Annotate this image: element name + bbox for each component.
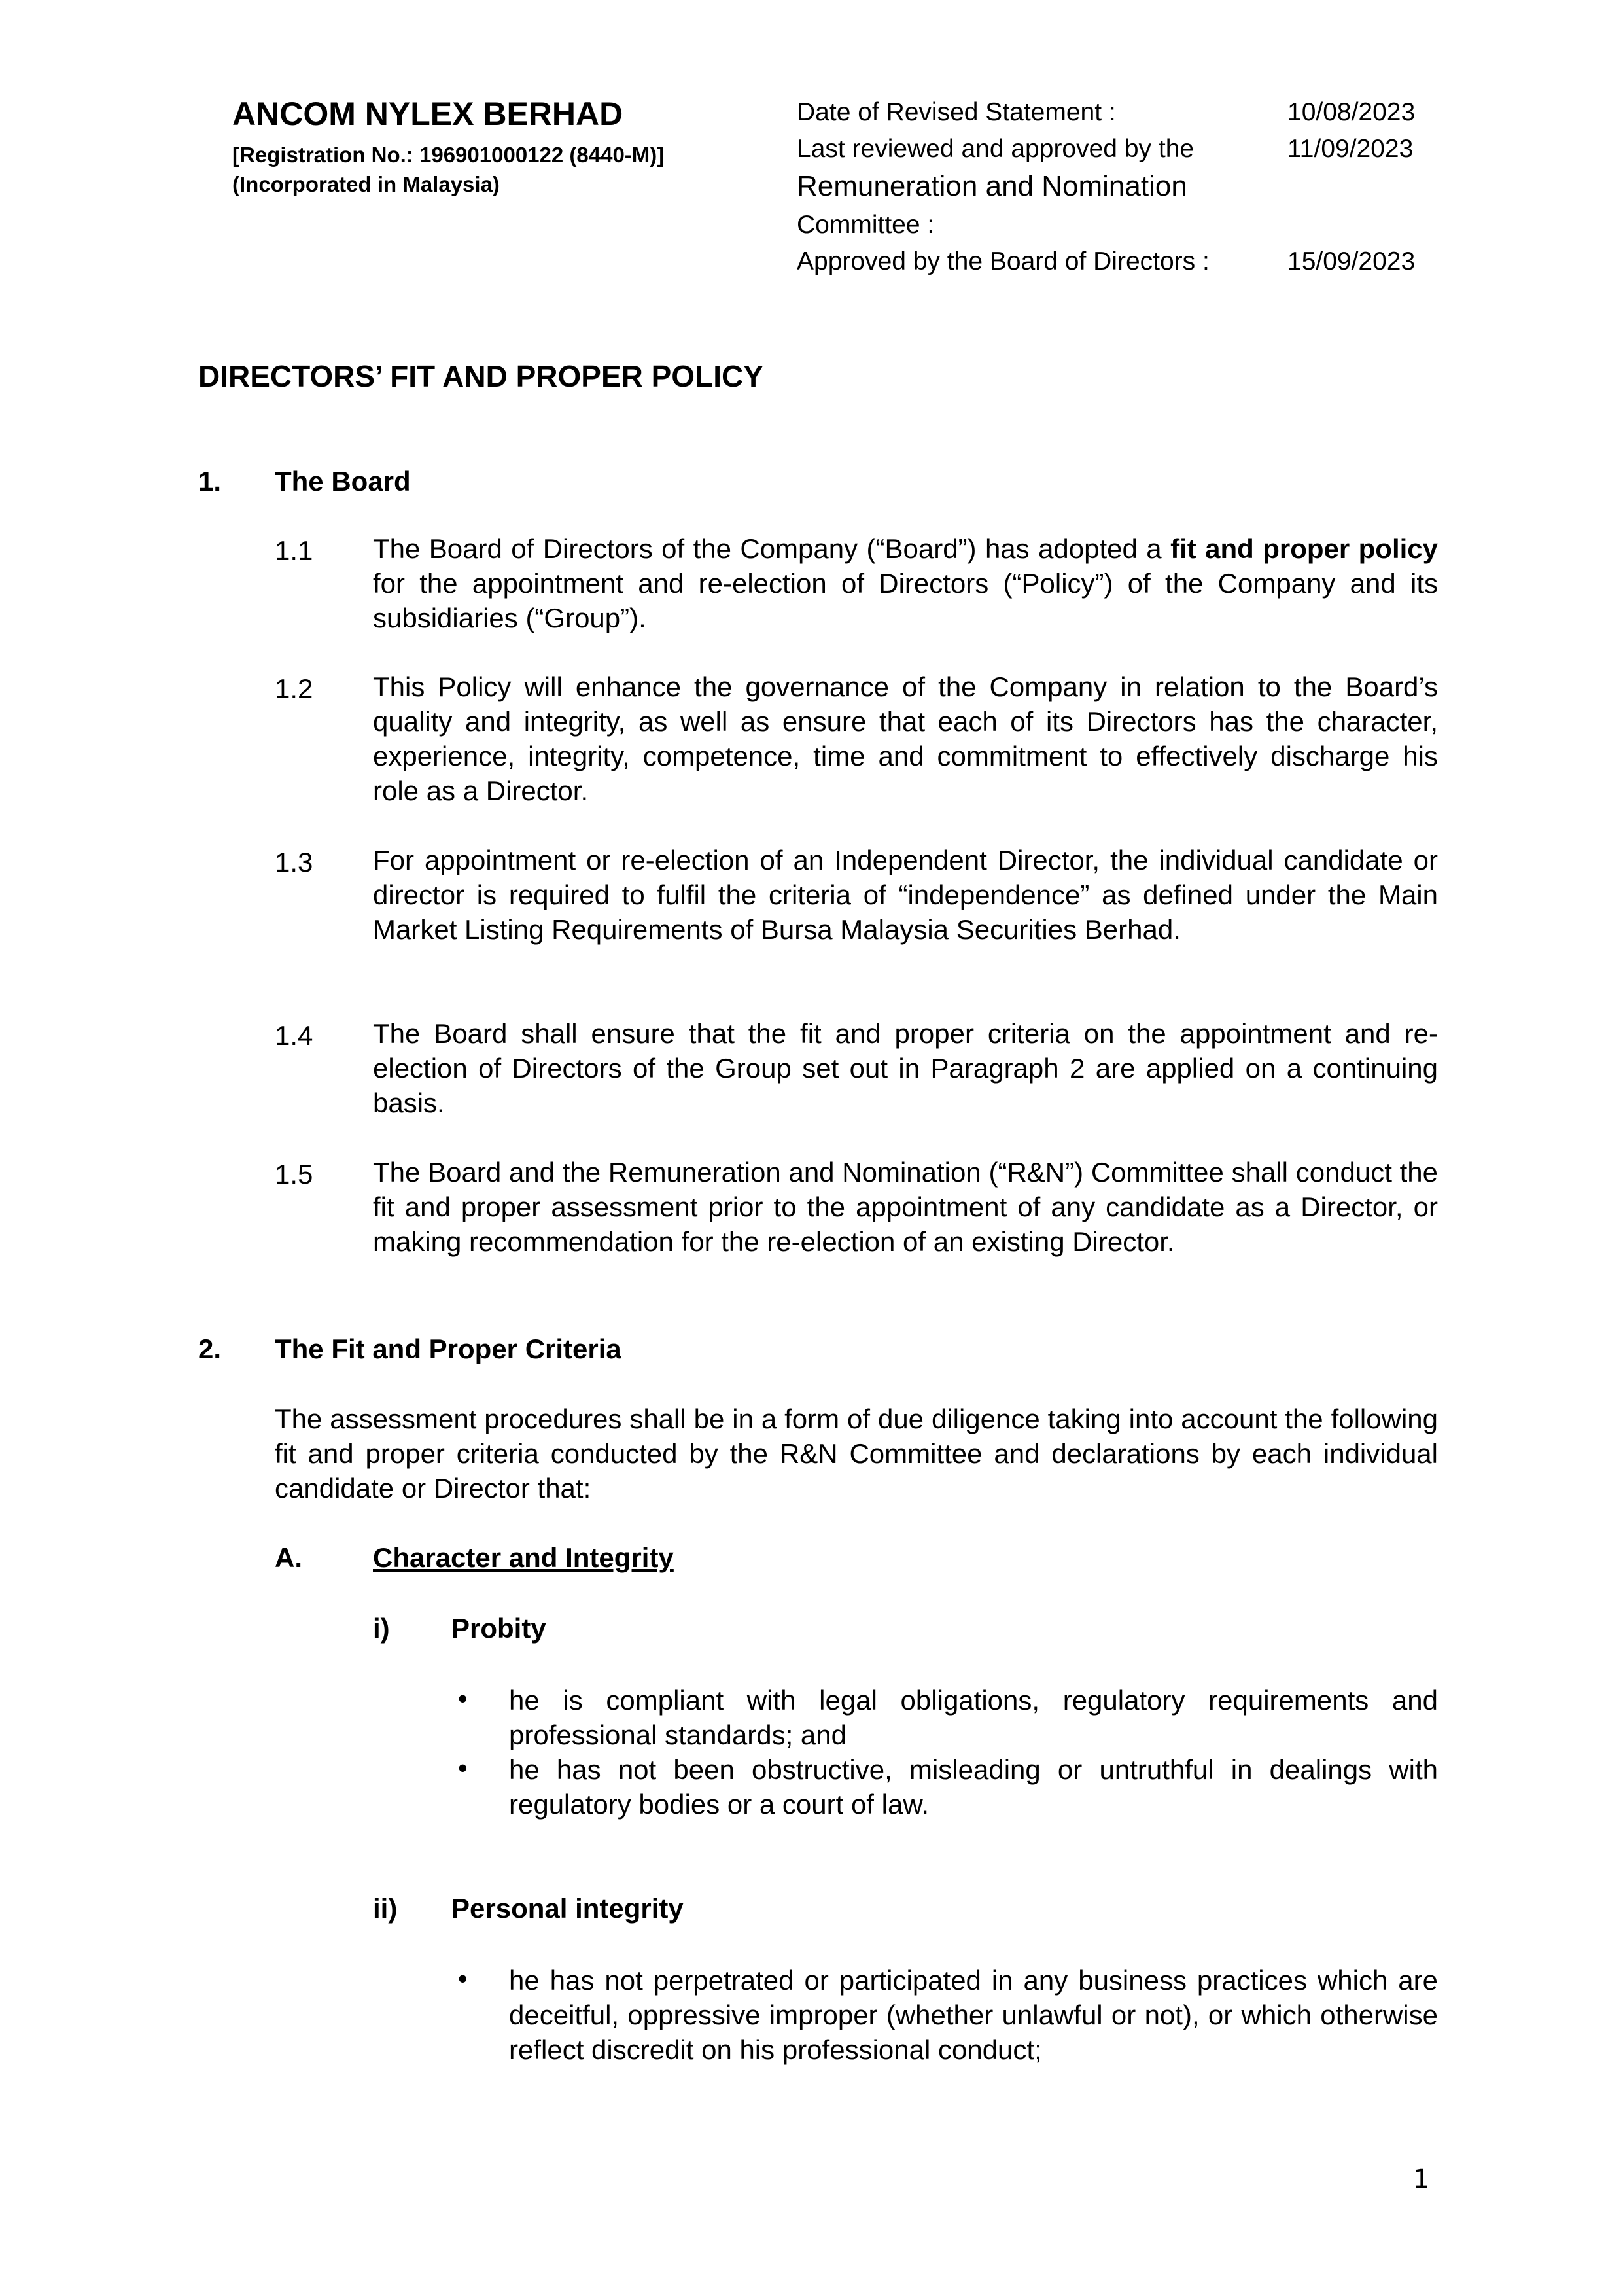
paragraph-1-1-text: The Board of Directors of the Company (“Board”) has adopted a — [373, 533, 1171, 564]
reviewed-label-line1: Last reviewed and approved by the — [797, 135, 1195, 163]
paragraph-1-1-number: 1.1 — [275, 535, 313, 566]
section-1-title: The Board — [275, 466, 411, 497]
item-ii-title: Personal integrity — [451, 1893, 684, 1924]
paragraph-1-1-text-cont: for the appointment and re-election of Directors (“Policy”) of the Company and its subsidiaries (“Group”). — [373, 568, 1438, 633]
board-approved-value: 15/09/2023 — [1287, 247, 1416, 275]
section-1-number: 1. — [198, 466, 222, 497]
paragraph-1-5: The Board and the Remuneration and Nomination (“R&N”) Committee shall conduct the fit and proper assessment prior to the appointment of any candidate as a Director, or making recommendation for the re-election of an existing Director. — [373, 1157, 1438, 1257]
section-2-title: The Fit and Proper Criteria — [275, 1333, 621, 1364]
paragraph-1-2: This Policy will enhance the governance of the Company in relation to the Board’s quality and integrity, as well as ensure that each of its Directors has the character, experience, integrity, competence, time and commitment to effectively discharge his role as a Director. — [373, 671, 1438, 806]
incorporation-note: (Incorporated in Malaysia) — [232, 172, 500, 196]
item-i-title: Probity — [451, 1613, 546, 1644]
reviewed-label-line2: Remuneration and Nomination — [797, 170, 1187, 202]
paragraph-1-2-number: 1.2 — [275, 673, 313, 704]
reviewed-date-value: 11/09/2023 — [1287, 135, 1414, 163]
probity-bullet-1: he is compliant with legal obligations, regulatory requirements and professional standards; and — [509, 1685, 1438, 1750]
probity-bullet-2: he has not been obstructive, misleading or untruthful in dealings with regulatory bodies or a court of law. — [509, 1754, 1438, 1820]
item-ii-numeral: ii) — [373, 1893, 398, 1924]
integrity-bullet-1: he has not perpetrated or participated in any business practices which are deceitful, oppressive improper (whether unlawful or not), or which otherwise reflect discredit on his professional conduct; — [509, 1965, 1438, 2065]
subsection-a-title: Character and Integrity — [373, 1542, 674, 1573]
paragraph-1-3: For appointment or re-election of an Independent Director, the individual candidate or director is required to fulfil the criteria of “independence” as defined under the Main Market Listing Requirements of Bursa Malaysia Securities Berhad. — [373, 845, 1438, 945]
policy-title: DIRECTORS’ FIT AND PROPER POLICY — [198, 359, 763, 393]
registration-number: [Registration No.: 196901000122 (8440-M)] — [232, 143, 665, 167]
page-number: 1 — [1413, 2164, 1430, 2195]
subsection-a-letter: A. — [275, 1542, 302, 1573]
section-2-intro: The assessment procedures shall be in a form of due diligence taking into account the following fit and proper criteria conducted by the R&N Committee and declarations by each individual candidate or Director that: — [275, 1404, 1438, 1504]
item-i-numeral: i) — [373, 1613, 390, 1644]
paragraph-1-4-number: 1.4 — [275, 1020, 313, 1051]
revised-date-label: Date of Revised Statement : — [797, 98, 1116, 126]
bullet-icon: • — [458, 1752, 468, 1783]
paragraph-1-1 — [373, 531, 1438, 635]
paragraph-1-4: The Board shall ensure that the fit and proper criteria on the appointment and re-election of Directors of the Group set out in Paragraph 2 are applied on a continuing basis. — [373, 1018, 1438, 1118]
section-2-number: 2. — [198, 1333, 222, 1364]
board-approved-label: Approved by the Board of Directors : — [797, 247, 1210, 275]
paragraph-1-5-number: 1.5 — [275, 1159, 313, 1190]
company-name: ANCOM NYLEX BERHAD — [232, 96, 623, 132]
revised-date-value: 10/08/2023 — [1287, 98, 1416, 126]
bullet-icon: • — [458, 1963, 468, 1994]
paragraph-1-3-number: 1.3 — [275, 847, 313, 877]
paragraph-1-1-bold: fit and proper policy — [1170, 533, 1438, 564]
reviewed-label-line3: Committee : — [797, 211, 935, 239]
bullet-icon: • — [458, 1683, 468, 1714]
